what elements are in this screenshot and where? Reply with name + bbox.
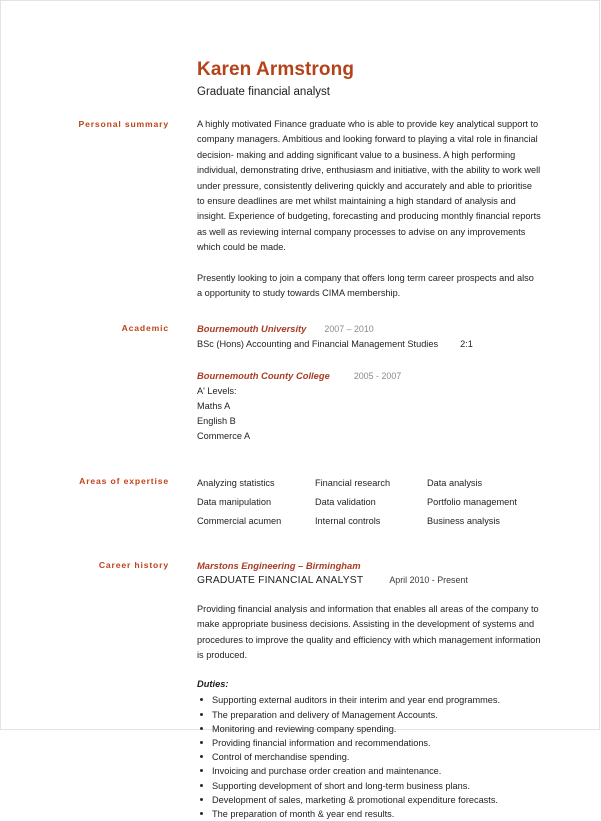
duty-text: Supporting development of short and long-term business plans. [212, 780, 470, 791]
duties-list [197, 693, 541, 821]
duty-text: Providing financial information and recommendations. [212, 737, 431, 748]
institution-name: Bournemouth County College [197, 369, 330, 381]
bullet-icon [200, 755, 203, 758]
expertise-item: Data validation [315, 497, 376, 508]
institution-dates: 2007 – 2010 [324, 324, 374, 335]
qualification-grade: 2:1 [460, 339, 473, 350]
role-title: GRADUATE FINANCIAL ANALYST [197, 575, 364, 587]
bullet-icon [200, 698, 203, 701]
section-body-areas-of-expertise [169, 474, 541, 531]
section-label-areas-of-expertise: Areas of expertise [79, 476, 169, 487]
resume-sheet [1, 1, 601, 821]
duty-item [197, 736, 541, 750]
institution-name: Bournemouth University [197, 323, 307, 335]
bullet-icon [200, 798, 203, 801]
duty-item [197, 708, 541, 722]
duty-item [197, 779, 541, 793]
employer-name: Marstons Engineering – Birmingham [197, 560, 361, 572]
duty-text: Invoicing and purchase order creation and maintenance. [212, 766, 442, 777]
employer-line [197, 558, 541, 573]
candidate-job-title: Graduate financial analyst [197, 86, 330, 98]
role-line [197, 573, 541, 588]
duties-heading: Duties: [197, 679, 229, 690]
duty-text: The preparation of month & year end results. [212, 808, 395, 819]
candidate-name: Karen Armstrong [197, 59, 355, 80]
expertise-item: Portfolio management [427, 497, 517, 508]
expertise-grid [197, 474, 541, 531]
duty-text: Monitoring and reviewing company spending. [212, 723, 397, 734]
role-description-block [197, 602, 541, 664]
summary-paragraph: Presently looking to join a company that offers long term career prospects and also a opportunity to study towards CIMA membership. [197, 272, 534, 299]
duty-text: Control of merchandise spending. [212, 752, 350, 763]
section-areas-of-expertise [1, 474, 601, 531]
resume-header [197, 1, 601, 100]
expertise-item: Data analysis [427, 478, 483, 489]
expertise-item: Commercial acumen [197, 516, 282, 527]
duty-item [197, 722, 541, 736]
role-description: Providing financial analysis and information that enables all areas of the company to make appropriate business decisions. Assisting in the development of systems and procedures to improve the quality and efficiency with which management information is produced. [197, 603, 541, 660]
duty-item [197, 764, 541, 778]
bullet-icon [200, 741, 203, 744]
section-academic [1, 321, 601, 444]
academic-entry-header [197, 321, 541, 337]
role-dates: April 2010 - Present [389, 575, 468, 586]
academic-qualification-line [197, 337, 541, 352]
qualification-name: BSc (Hons) Accounting and Financial Management Studies [197, 339, 439, 350]
duty-text: Development of sales, marketing & promotional expenditure forecasts. [212, 794, 498, 805]
duty-text: The preparation and delivery of Management Accounts. [212, 709, 438, 720]
duty-item [197, 750, 541, 764]
bullet-icon [200, 727, 203, 730]
duty-text: Supporting external auditors in their interim and year end programmes. [212, 695, 501, 706]
section-body-personal-summary [169, 117, 541, 301]
section-body-career-history [169, 558, 541, 821]
bullet-icon [200, 713, 203, 716]
section-label-academic: Academic [121, 323, 169, 334]
a-level-subject: Commerce A [197, 431, 251, 442]
academic-entry [197, 321, 541, 352]
a-level-subject: English B [197, 416, 236, 427]
academic-entry-header [197, 368, 541, 384]
section-career-history [1, 558, 601, 821]
expertise-item: Financial research [315, 478, 391, 489]
expertise-item: Data manipulation [197, 497, 272, 508]
summary-paragraph: A highly motivated Finance graduate who is able to provide key analytical support to company managers. Ambitious and looking forward to playing a vital role in financial decision- making and adding significant value to a business. A high performing individual, demonstrating drive, enthusiasm and initiative, with the ability to work well under pressure, consistently delivering quickly and accurately and able to prioritise to ensure deadlines are met whilst maintaining a high standard of analysis and insight. Experience of budgeting, forecasting and producing monthly financial reports as well as reviewing internal company processes to advise on any improvements which could be made. [197, 119, 541, 253]
duty-item [197, 807, 541, 821]
academic-entry [197, 368, 541, 445]
bullet-icon [200, 784, 203, 787]
bullet-icon [200, 812, 203, 815]
section-personal-summary [1, 117, 601, 301]
section-label-personal-summary: Personal summary [78, 119, 169, 129]
duty-item [197, 793, 541, 807]
section-label-career-history: Career history [98, 560, 169, 571]
a-level-subject: Maths A [197, 400, 231, 411]
duty-item [197, 693, 541, 707]
bullet-icon [200, 769, 203, 772]
section-body-academic [169, 321, 541, 444]
institution-dates: 2005 - 2007 [353, 370, 402, 381]
a-levels-heading: A' Levels: [197, 385, 237, 396]
expertise-item: Analyzing statistics [197, 478, 275, 489]
expertise-item: Business analysis [427, 516, 501, 527]
expertise-item: Internal controls [315, 516, 381, 527]
